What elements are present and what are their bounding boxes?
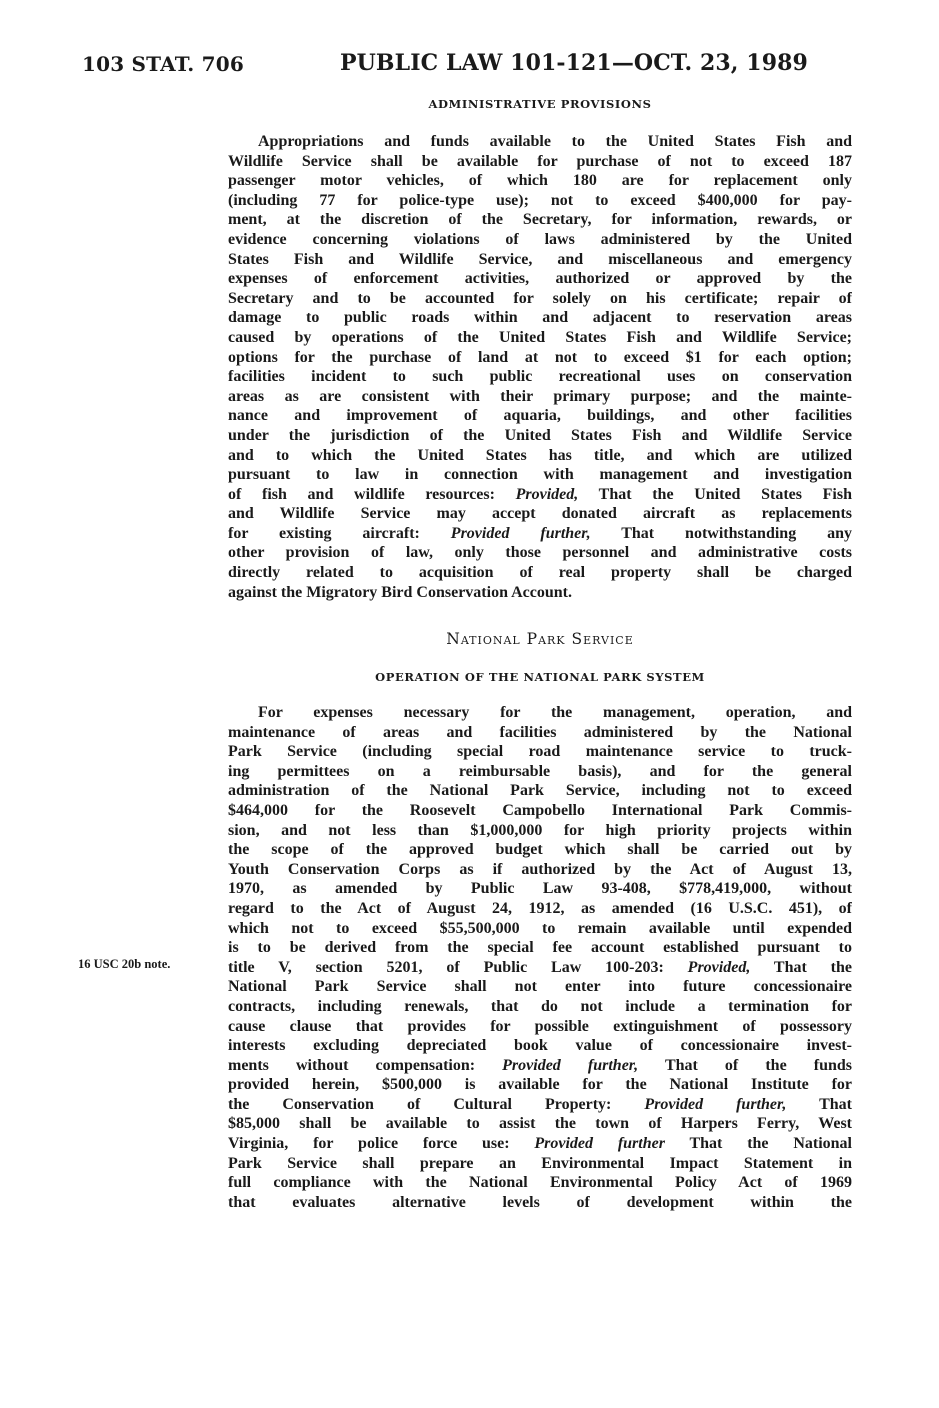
- text-line: is to be derived from the special fee account established pursuant to: [228, 939, 852, 957]
- law-title: PUBLIC LAW 101-121—OCT. 23, 1989: [340, 50, 808, 76]
- text-line: nance and improvement of aquaria, buildings, and other facilities: [228, 407, 852, 425]
- text-line-provided-further: [228, 1095, 852, 1115]
- text-line: Youth Conservation Corps as if authorized by the Act of August 13,: [228, 860, 852, 878]
- text-line: passenger motor vehicles, of which 180 are for replacement only: [228, 172, 852, 190]
- text-line: caused by operations of the United States Fish and Wildlife Service;: [228, 328, 852, 346]
- text-line: and to which the United States has title, and which are utilized: [228, 446, 852, 464]
- text-segment: title V, section 5201, of Public Law 100-203:: [228, 958, 688, 976]
- text-segment: Virginia, for police force use:: [228, 1135, 535, 1153]
- text-line: States Fish and Wildlife Service, and miscellaneous and emergency: [228, 250, 852, 268]
- text-line: options for the purchase of land at not to exceed $1 for each option;: [228, 348, 852, 366]
- text-segment: That the United States Fish: [578, 485, 852, 503]
- margin-note-usc: 16 USC 20b note.: [78, 957, 171, 971]
- text-line: directly related to acquisition of real property shall be charged: [228, 564, 852, 582]
- text-line: Park Service shall prepare an Environmental Impact Statement in: [228, 1154, 852, 1172]
- section-heading-administrative-provisions: ADMINISTRATIVE PROVISIONS: [428, 97, 652, 111]
- text-line: and Wildlife Service may accept donated aircraft as replacements: [228, 505, 852, 523]
- text-line: damage to public roads within and adjacent to reservation areas: [228, 309, 852, 327]
- text-line: facilities incident to such public recreational uses on conservation: [228, 368, 852, 386]
- text-line: areas as are consistent with their primary purpose; and the mainte-: [228, 387, 852, 405]
- text-line: (including 77 for police-type use); not to exceed $400,000 for pay-: [228, 191, 852, 209]
- text-line: expenses of enforcement activities, authorized or approved by the: [228, 270, 852, 288]
- text-line: 1970, as amended by Public Law 93-408, $778,419,000, without: [228, 880, 852, 898]
- text-line: pursuant to law in connection with management and investigation: [228, 466, 852, 484]
- text-line: Wildlife Service shall be available for purchase of not to exceed 187: [228, 152, 852, 170]
- text-line: $464,000 for the Roosevelt Campobello International Park Commis-: [228, 801, 852, 819]
- section-heading-national-park-service: National Park Service: [446, 630, 634, 648]
- text-segment: of fish and wildlife resources:: [228, 485, 516, 503]
- text-line: regard to the Act of August 24, 1912, as amended (16 U.S.C. 451), of: [228, 899, 852, 917]
- text-line-provided: [228, 958, 852, 978]
- text-line: against the Migratory Bird Conservation Account.: [228, 583, 572, 601]
- text-line: cause clause that provides for possible extinguishment of possessory: [228, 1017, 852, 1035]
- subheading-operation: OPERATION OF THE NATIONAL PARK SYSTEM: [375, 670, 705, 684]
- text-line-provided-further: [228, 1056, 852, 1076]
- italic-provided-further: Provided further,: [450, 524, 591, 542]
- text-line: that evaluates alternative levels of development within the: [228, 1193, 852, 1211]
- text-line: other provision of law, only those personnel and administrative costs: [228, 544, 852, 562]
- italic-provided: Provided,: [515, 485, 579, 503]
- text-segment: the Conservation of Cultural Property:: [228, 1095, 645, 1113]
- text-line: $85,000 shall be available to assist the town of Harpers Ferry, West: [228, 1115, 852, 1133]
- text-line: interests excluding depreciated book value of concessionaire invest-: [228, 1037, 852, 1055]
- text-line: evidence concerning violations of laws administered by the United: [228, 230, 852, 248]
- text-line: sion, and not less than $1,000,000 for high priority projects within: [228, 821, 852, 839]
- italic-provided: Provided,: [687, 958, 751, 976]
- text-line: Appropriations and funds available to the United States Fish and: [258, 133, 852, 150]
- text-line: full compliance with the National Environmental Policy Act of 1969: [228, 1174, 852, 1192]
- text-segment: That the National: [664, 1135, 852, 1153]
- paragraph-national-park: [228, 703, 852, 1212]
- text-line: which not to exceed $55,500,000 to remain available until expended: [228, 919, 852, 937]
- text-line: Secretary and to be accounted for solely on his certificate; repair of: [228, 289, 852, 307]
- text-line: ment, at the discretion of the Secretary, for information, rewards, or: [228, 211, 852, 229]
- text-line: contracts, including renewals, that do not include a termination for: [228, 997, 852, 1015]
- text-line: Park Service (including special road maintenance service to truck-: [228, 743, 852, 761]
- italic-provided-further: Provided further: [534, 1135, 665, 1153]
- text-segment: for existing aircraft:: [228, 524, 451, 542]
- text-line: National Park Service shall not enter into future concessionaire: [228, 978, 852, 996]
- text-segment: That notwithstanding any: [590, 524, 852, 542]
- text-line: the scope of the approved budget which shall be carried out by: [228, 841, 852, 859]
- text-segment: That: [786, 1095, 852, 1113]
- italic-provided-further: Provided further,: [502, 1056, 639, 1074]
- italic-provided-further: Provided further,: [644, 1095, 787, 1113]
- text-line-provided-further: [228, 1134, 852, 1154]
- text-line-provided: [228, 485, 852, 505]
- text-line: provided herein, $500,000 is available for the National Institute for: [228, 1076, 852, 1094]
- paragraph-fish-wildlife: [228, 132, 852, 602]
- text-segment: That the: [750, 958, 852, 976]
- text-line: For expenses necessary for the management, operation, and: [258, 704, 852, 721]
- text-line-provided-further: [228, 524, 852, 544]
- text-line: maintenance of areas and facilities administered by the National: [228, 723, 852, 741]
- text-line: under the jurisdiction of the United States Fish and Wildlife Service: [228, 426, 852, 444]
- text-segment: ments without compensation:: [228, 1056, 503, 1074]
- text-segment: That of the funds: [638, 1056, 852, 1074]
- text-line: administration of the National Park Service, including not to exceed: [228, 782, 852, 800]
- text-line: ing permittees on a reimbursable basis), and for the general: [228, 762, 852, 780]
- page-reference: 103 STAT. 706: [82, 52, 244, 76]
